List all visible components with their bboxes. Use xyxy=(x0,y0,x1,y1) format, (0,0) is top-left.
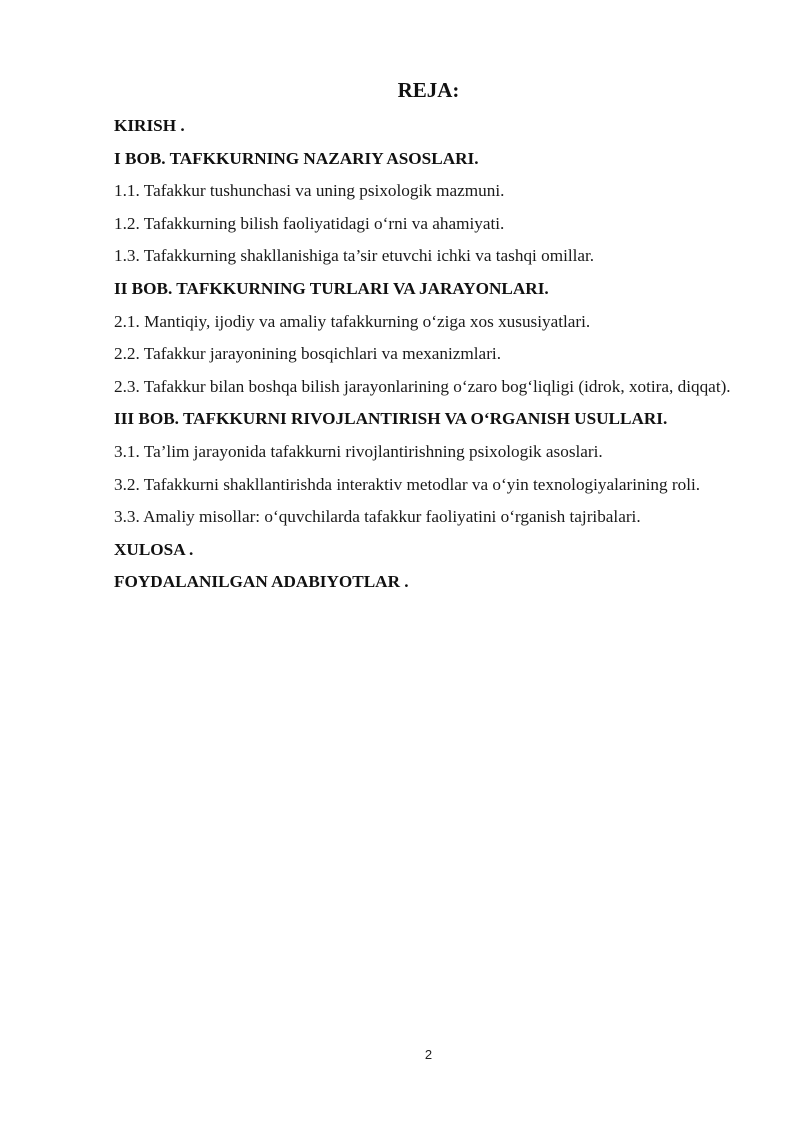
toc-item-1-2: 1.2. Tafakkurning bilish faoliyatidagi o‘rni va ahamiyati. xyxy=(114,213,505,233)
toc-item-3-1: 3.1. Ta’lim jarayonida tafakkurni rivojlantirishning psixologik asoslari. xyxy=(114,441,603,461)
page-title: REJA: xyxy=(397,78,460,102)
toc-item-2-3: 2.3. Tafakkur bilan boshqa bilish jarayonlarining o‘zaro bog‘liqligi (idrok, xotira, diqqat). xyxy=(114,376,731,396)
page-number: 2 xyxy=(424,1047,433,1062)
toc-heading-references: FOYDALANILGAN ADABIYOTLAR . xyxy=(114,572,409,592)
toc-heading-kirish: KIRISH . xyxy=(114,116,185,135)
toc-heading-chapter-3: III BOB. TAFKKURNI RIVOJLANTIRISH VA O‘RGANISH USULLARI. xyxy=(114,409,668,429)
toc-heading-xulosa: XULOSA . xyxy=(114,539,194,559)
toc-item-3-3: 3.3. Amaliy misollar: o‘quvchilarda tafakkur faoliyatini o‘rganish tajribalari. xyxy=(114,507,641,527)
toc-heading-chapter-1: I BOB. TAFKKURNING NAZARIY ASOSLARI. xyxy=(114,148,479,168)
toc-item-1-3: 1.3. Tafakkurning shakllanishiga ta’sir etuvchi ichki va tashqi omillar. xyxy=(114,246,595,266)
toc-item-2-2: 2.2. Tafakkur jarayonining bosqichlari va mexanizmlari. xyxy=(114,344,501,364)
toc-item-3-2: 3.2. Tafakkurni shakllantirishda interaktiv metodlar va o‘yin texnologiyalarining roli. xyxy=(114,474,701,494)
toc-item-1-1: 1.1. Tafakkur tushunchasi va uning psixologik mazmuni. xyxy=(114,181,505,201)
table-of-contents xyxy=(114,110,734,599)
toc-heading-chapter-2: II BOB. TAFKKURNING TURLARI VA JARAYONLARI. xyxy=(114,278,549,298)
toc-item-2-1: 2.1. Mantiqiy, ijodiy va amaliy tafakkurning o‘ziga xos xususiyatlari. xyxy=(114,311,591,331)
